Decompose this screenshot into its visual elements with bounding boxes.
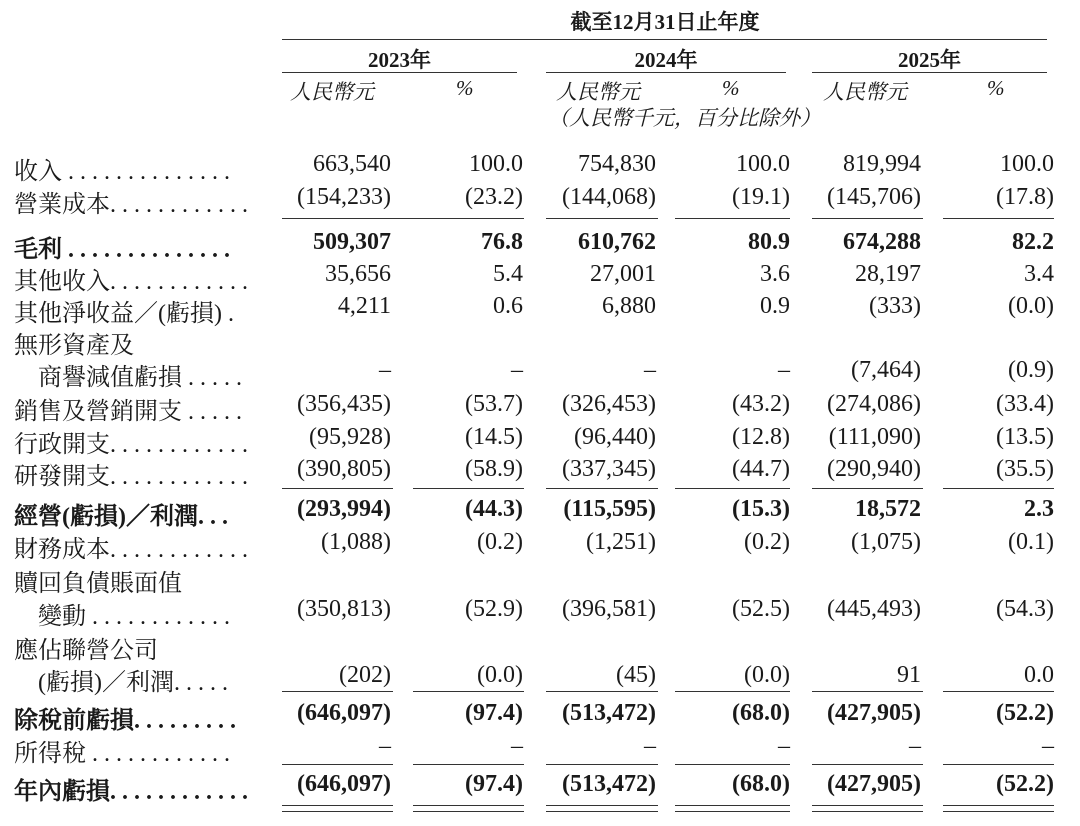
year-heading-2024: 2024年 xyxy=(634,48,698,72)
table-cell: (52.2) xyxy=(996,771,1054,797)
table-cell: (19.1) xyxy=(732,184,790,210)
column-rule xyxy=(812,218,923,219)
table-cell: 610,762 xyxy=(578,229,656,255)
table-cell: (293,994) xyxy=(297,496,391,522)
table-cell: (646,097) xyxy=(297,771,391,797)
table-cell: (646,097) xyxy=(297,700,391,726)
column-rule xyxy=(943,805,1054,806)
column-rule xyxy=(675,811,790,812)
column-rule xyxy=(812,488,923,489)
table-cell: – xyxy=(778,357,790,383)
table-cell: (427,905) xyxy=(827,771,921,797)
table-cell: (513,472) xyxy=(562,771,656,797)
table-cell: 91 xyxy=(897,662,921,688)
table-cell: 28,197 xyxy=(855,261,921,287)
row-label: 行政開支. . . . . . . . . . . . xyxy=(14,432,248,458)
table-cell: (15.3) xyxy=(732,496,790,522)
table-cell: 0.9 xyxy=(760,293,790,319)
table-cell: 6,880 xyxy=(602,293,656,319)
table-cell: – xyxy=(511,357,523,383)
table-cell: (12.8) xyxy=(732,424,790,450)
column-rule xyxy=(413,218,524,219)
table-cell: (95,928) xyxy=(309,424,391,450)
column-rule xyxy=(546,764,658,765)
table-cell: (44.7) xyxy=(732,456,790,482)
row-label: 應佔聯營公司 xyxy=(14,638,158,664)
table-cell: (0.0) xyxy=(477,662,523,688)
column-rule xyxy=(675,218,790,219)
unit-rmb-2025: 人民幣元 xyxy=(823,80,907,104)
table-cell: (96,440) xyxy=(574,424,656,450)
row-label: 變動 . . . . . . . . . . . . xyxy=(38,604,230,630)
table-cell: (0.1) xyxy=(1008,529,1054,555)
column-rule xyxy=(943,488,1054,489)
table-cell: 5.4 xyxy=(493,261,523,287)
column-rule xyxy=(413,488,524,489)
unit-pct-2025: % xyxy=(987,76,1005,100)
table-cell: 80.9 xyxy=(748,229,790,255)
table-cell: (97.4) xyxy=(465,771,523,797)
column-rule xyxy=(943,764,1054,765)
column-rule xyxy=(546,811,658,812)
table-cell: – xyxy=(1042,733,1054,759)
table-cell: (145,706) xyxy=(827,184,921,210)
row-label: 贖回負債賬面值 xyxy=(14,571,182,597)
table-cell: (33.4) xyxy=(996,391,1054,417)
year-heading-2025: 2025年 xyxy=(898,48,961,72)
column-rule xyxy=(943,691,1054,692)
table-cell: 819,994 xyxy=(843,151,921,177)
table-cell: (97.4) xyxy=(465,700,523,726)
row-label: 商譽減值虧損 . . . . . xyxy=(38,365,242,391)
table-cell: (274,086) xyxy=(827,391,921,417)
table-cell: (115,595) xyxy=(563,496,656,522)
table-cell: (202) xyxy=(339,662,391,688)
table-cell: 3.6 xyxy=(760,261,790,287)
table-cell: (0.9) xyxy=(1008,357,1054,383)
table-cell: (43.2) xyxy=(732,391,790,417)
table-cell: 663,540 xyxy=(313,151,391,177)
table-cell: (0.2) xyxy=(744,529,790,555)
table-cell: 4,211 xyxy=(337,293,391,319)
table-cell: (445,493) xyxy=(827,596,921,622)
column-rule xyxy=(282,218,393,219)
table-cell: (0.2) xyxy=(477,529,523,555)
table-cell: 509,307 xyxy=(313,229,391,255)
table-cell: (144,068) xyxy=(562,184,656,210)
table-cell: (356,435) xyxy=(297,391,391,417)
unit-note-2024: （人民幣千元，百分比除外） xyxy=(548,106,821,130)
table-cell: 100.0 xyxy=(1000,151,1054,177)
table-cell: – xyxy=(644,357,656,383)
table-cell: – xyxy=(909,733,921,759)
column-rule xyxy=(675,805,790,806)
table-cell: 82.2 xyxy=(1012,229,1054,255)
column-rule xyxy=(943,218,1054,219)
table-cell: (337,345) xyxy=(562,456,656,482)
year-heading-2023: 2023年 xyxy=(368,48,431,72)
column-rule xyxy=(675,764,790,765)
table-cell: 100.0 xyxy=(736,151,790,177)
table-cell: (513,472) xyxy=(562,700,656,726)
column-rule xyxy=(282,811,393,812)
column-rule xyxy=(282,764,393,765)
table-cell: 754,830 xyxy=(578,151,656,177)
table-cell: (52.2) xyxy=(996,700,1054,726)
table-cell: – xyxy=(511,733,523,759)
unit-rmb-2024: 人民幣元 xyxy=(556,80,640,104)
table-cell: 35,656 xyxy=(325,261,391,287)
table-cell: (44.3) xyxy=(465,496,523,522)
table-cell: (333) xyxy=(869,293,921,319)
unit-pct-2023: % xyxy=(456,76,474,100)
table-cell: (350,813) xyxy=(297,596,391,622)
column-rule xyxy=(812,811,923,812)
table-cell: 0.6 xyxy=(493,293,523,319)
table-cell: 674,288 xyxy=(843,229,921,255)
table-cell: (326,453) xyxy=(562,391,656,417)
table-cell: (35.5) xyxy=(996,456,1054,482)
table-cell: 100.0 xyxy=(469,151,523,177)
table-cell: 3.4 xyxy=(1024,261,1054,287)
column-rule xyxy=(413,764,524,765)
column-rule xyxy=(546,691,658,692)
row-label: 年內虧損. . . . . . . . . . . . xyxy=(14,779,248,805)
header-rule xyxy=(282,39,1047,40)
row-label: 營業成本. . . . . . . . . . . . xyxy=(14,192,248,218)
row-label: 所得稅 . . . . . . . . . . . . xyxy=(14,741,230,767)
row-label: 其他收入. . . . . . . . . . . . xyxy=(14,269,248,295)
column-rule xyxy=(546,488,658,489)
table-cell: (0.0) xyxy=(744,662,790,688)
year-rule-2023 xyxy=(282,72,517,73)
table-cell: (1,075) xyxy=(851,529,921,555)
table-cell: 27,001 xyxy=(590,261,656,287)
table-cell: (390,805) xyxy=(297,456,391,482)
table-cell: (427,905) xyxy=(827,700,921,726)
year-rule-2024 xyxy=(546,72,786,73)
table-cell: 2.3 xyxy=(1024,496,1054,522)
table-cell: (7,464) xyxy=(851,357,921,383)
column-rule xyxy=(282,488,393,489)
table-cell: (1,251) xyxy=(586,529,656,555)
table-cell: (154,233) xyxy=(297,184,391,210)
column-rule xyxy=(943,811,1054,812)
table-cell: – xyxy=(644,733,656,759)
row-label: 經營(虧損)／利潤. . . xyxy=(14,504,228,530)
column-rule xyxy=(413,805,524,806)
table-cell: (14.5) xyxy=(465,424,523,450)
period-heading: 截至12月31日止年度 xyxy=(570,10,760,34)
column-rule xyxy=(413,811,524,812)
table-cell: (23.2) xyxy=(465,184,523,210)
table-cell: (290,940) xyxy=(827,456,921,482)
row-label: 其他淨收益／(虧損) . xyxy=(14,301,234,327)
column-rule xyxy=(812,764,923,765)
unit-pct-2024: % xyxy=(722,76,740,100)
table-cell: (54.3) xyxy=(996,596,1054,622)
table-cell: (58.9) xyxy=(465,456,523,482)
table-cell: (396,581) xyxy=(562,596,656,622)
table-cell: 18,572 xyxy=(855,496,921,522)
row-label: 財務成本. . . . . . . . . . . . xyxy=(14,537,248,563)
table-cell: (13.5) xyxy=(996,424,1054,450)
row-label: 銷售及營銷開支 . . . . . xyxy=(14,399,242,425)
table-cell: (52.9) xyxy=(465,596,523,622)
column-rule xyxy=(675,488,790,489)
column-rule xyxy=(675,691,790,692)
table-cell: – xyxy=(379,733,391,759)
unit-rmb-2023: 人民幣元 xyxy=(290,80,374,104)
column-rule xyxy=(812,691,923,692)
table-cell: (0.0) xyxy=(1008,293,1054,319)
table-cell: 0.0 xyxy=(1024,662,1054,688)
row-label: (虧損)／利潤. . . . . xyxy=(38,670,228,696)
column-rule xyxy=(546,805,658,806)
table-cell: – xyxy=(379,357,391,383)
row-label: 研發開支. . . . . . . . . . . . xyxy=(14,464,248,490)
table-cell: (1,088) xyxy=(321,529,391,555)
column-rule xyxy=(282,805,393,806)
table-cell: – xyxy=(778,733,790,759)
row-label: 除稅前虧損. . . . . . . . . xyxy=(14,708,236,734)
table-cell: (45) xyxy=(616,662,656,688)
table-cell: (52.5) xyxy=(732,596,790,622)
table-cell: (111,090) xyxy=(828,424,921,450)
row-label: 無形資產及 xyxy=(14,333,134,359)
table-cell: (68.0) xyxy=(732,700,790,726)
column-rule xyxy=(546,218,658,219)
row-label: 毛利 . . . . . . . . . . . . . . xyxy=(14,237,230,263)
year-rule-2025 xyxy=(812,72,1047,73)
table-cell: (17.8) xyxy=(996,184,1054,210)
table-cell: (68.0) xyxy=(732,771,790,797)
row-label: 收入 . . . . . . . . . . . . . . xyxy=(14,159,230,185)
table-cell: 76.8 xyxy=(481,229,523,255)
column-rule xyxy=(413,691,524,692)
table-cell: (53.7) xyxy=(465,391,523,417)
column-rule xyxy=(812,805,923,806)
column-rule xyxy=(282,691,393,692)
